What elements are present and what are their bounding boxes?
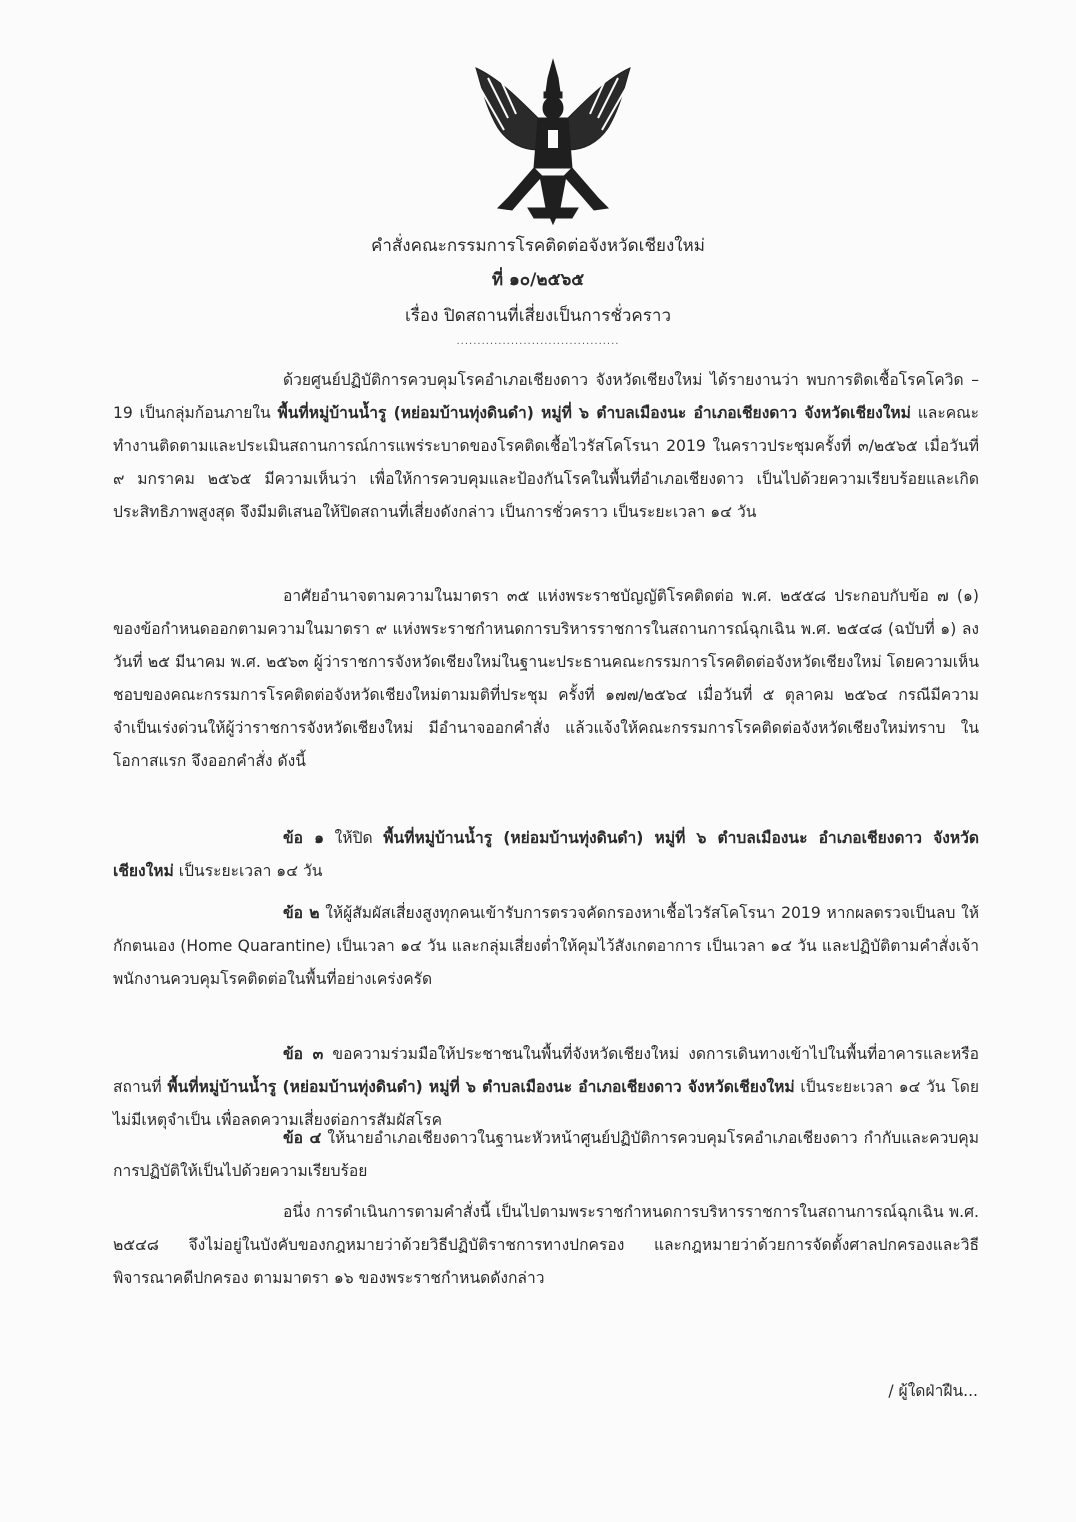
clause-number: ข้อ ๑ [283,829,325,847]
clause-1 [113,822,979,888]
paragraph-authority: อาศัยอำนาจตามความในมาตรา ๓๕ แห่งพระราชบัญญัติโรคติดต่อ พ.ศ. ๒๕๕๘ ประกอบกับข้อ ๗ (๑) ของข้อกำหนดออกตามความในมาตรา ๙ แห่งพระราชกำหนดการบริหารราชการในสถานการณ์ฉุกเฉิน พ.ศ. ๒๕๔๘ (ฉบับที่ ๑) ลงวันที่ ๒๕ มีนาคม พ.ศ. ๒๕๖๓ ผู้ว่าราชการจังหวัดเชียงใหม่ในฐานะประธานคณะกรรมการโรคติดต่อจังหวัดเชียงใหม่ โดยความเห็นชอบของคณะกรรมการโรคติดต่อจังหวัดเชียงใหม่ตามมติที่ประชุม ครั้งที่ ๑๗๗/๒๕๖๔ เมื่อวันที่ ๕ ตุลาคม ๒๕๖๔ กรณีมีความจำเป็นเร่งด่วนให้ผู้ว่าราชการจังหวัดเชียงใหม่ มีอำนาจออกคำสั่ง แล้วแจ้งให้คณะกรรมการโรคติดต่อจังหวัดเชียงใหม่ทราบ ในโอกาสแรก จึงออกคำสั่ง ดังนี้ [113,587,979,770]
clause-text: ขอความร่วมมือให้ประชาชนในพื้นที่จังหวัดเชียงใหม่ งดการเดินทางเข้าไปในพื้นที่อาคารและหรือสถานที่ [113,1045,979,1096]
continuation-marker: / ผู้ใดฝ่าฝืน... [888,1382,978,1400]
clause-text: ให้นายอำเภอเชียงดาวในฐานะหัวหน้าศูนย์ปฏิบัติการควบคุมโรคอำเภอเชียงดาว กำกับและควบคุมการปฏิบัติให้เป็นไปด้วยความเรียบร้อย [113,1129,979,1180]
clause-text: ให้ผู้สัมผัสเสี่ยงสูงทุกคนเข้ารับการตรวจคัดกรองหาเชื้อไวรัสโคโรนา 2019 หากผลตรวจเป็นลบ ให้กักตนเอง (Home Quarantine) เป็นเวลา ๑๔ วัน และกลุ่มเสี่ยงต่ำให้คุมไว้สังเกตอาการ เป็นเวลา ๑๔ วัน และปฏิบัติตามคำสั่งเจ้าพนักงานควบคุมโรคติดต่อในพื้นที่อย่างเคร่งครัด [113,904,979,988]
order-subject: เรื่อง ปิดสถานที่เสี่ยงเป็นการชั่วคราว [404,306,672,326]
clause-4 [113,1122,979,1188]
paragraph-background [113,364,979,529]
clause-number: ข้อ ๒ [283,904,320,922]
document-issuer: คำสั่งคณะกรรมการโรคติดต่อจังหวัดเชียงใหม่ [371,236,705,256]
header-separator: ....................................... [456,336,620,347]
garuda-emblem-icon [468,58,638,226]
paragraph-emphasis: พื้นที่หมู่บ้านน้ำรู (หย่อมบ้านทุ่งดินดำ) หมู่ที่ ๖ ตำบลเมืองนะ อำเภอเชียงดาว จังหวัดเชียงใหม่ [277,404,911,422]
clause-text: เป็นระยะเวลา ๑๔ วัน [173,862,323,880]
order-number: ที่ ๑๐/๒๕๖๕ [491,270,585,290]
clause-number: ข้อ ๓ [283,1045,324,1063]
clause-text: ให้ปิด [324,829,384,847]
clause-emphasis: พื้นที่หมู่บ้านน้ำรู (หย่อมบ้านทุ่งดินดำ) หมู่ที่ ๖ ตำบลเมืองนะ อำเภอเชียงดาว จังหวัดเชียงใหม่ [167,1078,795,1096]
clause-text: เป็นระยะเวลา ๑๔ วัน โดยไม่มีเหตุจำเป็น เพื่อลดความเสี่ยงต่อการสัมผัสโรค [113,1078,979,1129]
clause-number: ข้อ ๔ [283,1129,322,1147]
paragraph-text: และคณะทำงานติดตามและประเมินสถานการณ์การแพร่ระบาดของโรคติดเชื้อไวรัสโคโรนา 2019 ในคราวประชุมครั้งที่ ๓/๒๕๖๕ เมื่อวันที่ ๙ มกราคม ๒๕๖๕ มีความเห็นว่า เพื่อให้การควบคุมและป้องกันโรคในพื้นที่อำเภอเชียงดาว เป็นไปด้วยความเรียบร้อยและเกิดประสิทธิภาพสูงสุด จึงมีมติเสนอให้ปิดสถานที่เสี่ยงดังกล่าว เป็นการชั่วคราว เป็นระยะเวลา ๑๔ วัน [113,404,979,521]
clause-emphasis: พื้นที่หมู่บ้านน้ำรู (หย่อมบ้านทุ่งดินดำ) หมู่ที่ ๖ ตำบลเมืองนะ อำเภอเชียงดาว จังหวัดเชียงใหม่ [113,829,979,880]
clause-2 [113,897,979,996]
paragraph-legal-note: อนึ่ง การดำเนินการตามคำสั่งนี้ เป็นไปตามพระราชกำหนดการบริหารราชการในสถานการณ์ฉุกเฉิน พ.ศ. ๒๕๔๘ จึงไม่อยู่ในบังคับของกฎหมายว่าด้วยวิธีปฏิบัติราชการทางปกครอง และกฎหมายว่าด้วยการจัดตั้งศาลปกครองและวิธีพิจารณาคดีปกครอง ตามมาตรา ๑๖ ของพระราชกำหนดดังกล่าว [113,1203,979,1287]
paragraph-text: ด้วยศูนย์ปฏิบัติการควบคุมโรคอำเภอเชียงดาว จังหวัดเชียงใหม่ ได้รายงานว่า พบการติดเชื้อโรคโควิด – 19 เป็นกลุ่มก้อนภายใน [113,371,979,422]
